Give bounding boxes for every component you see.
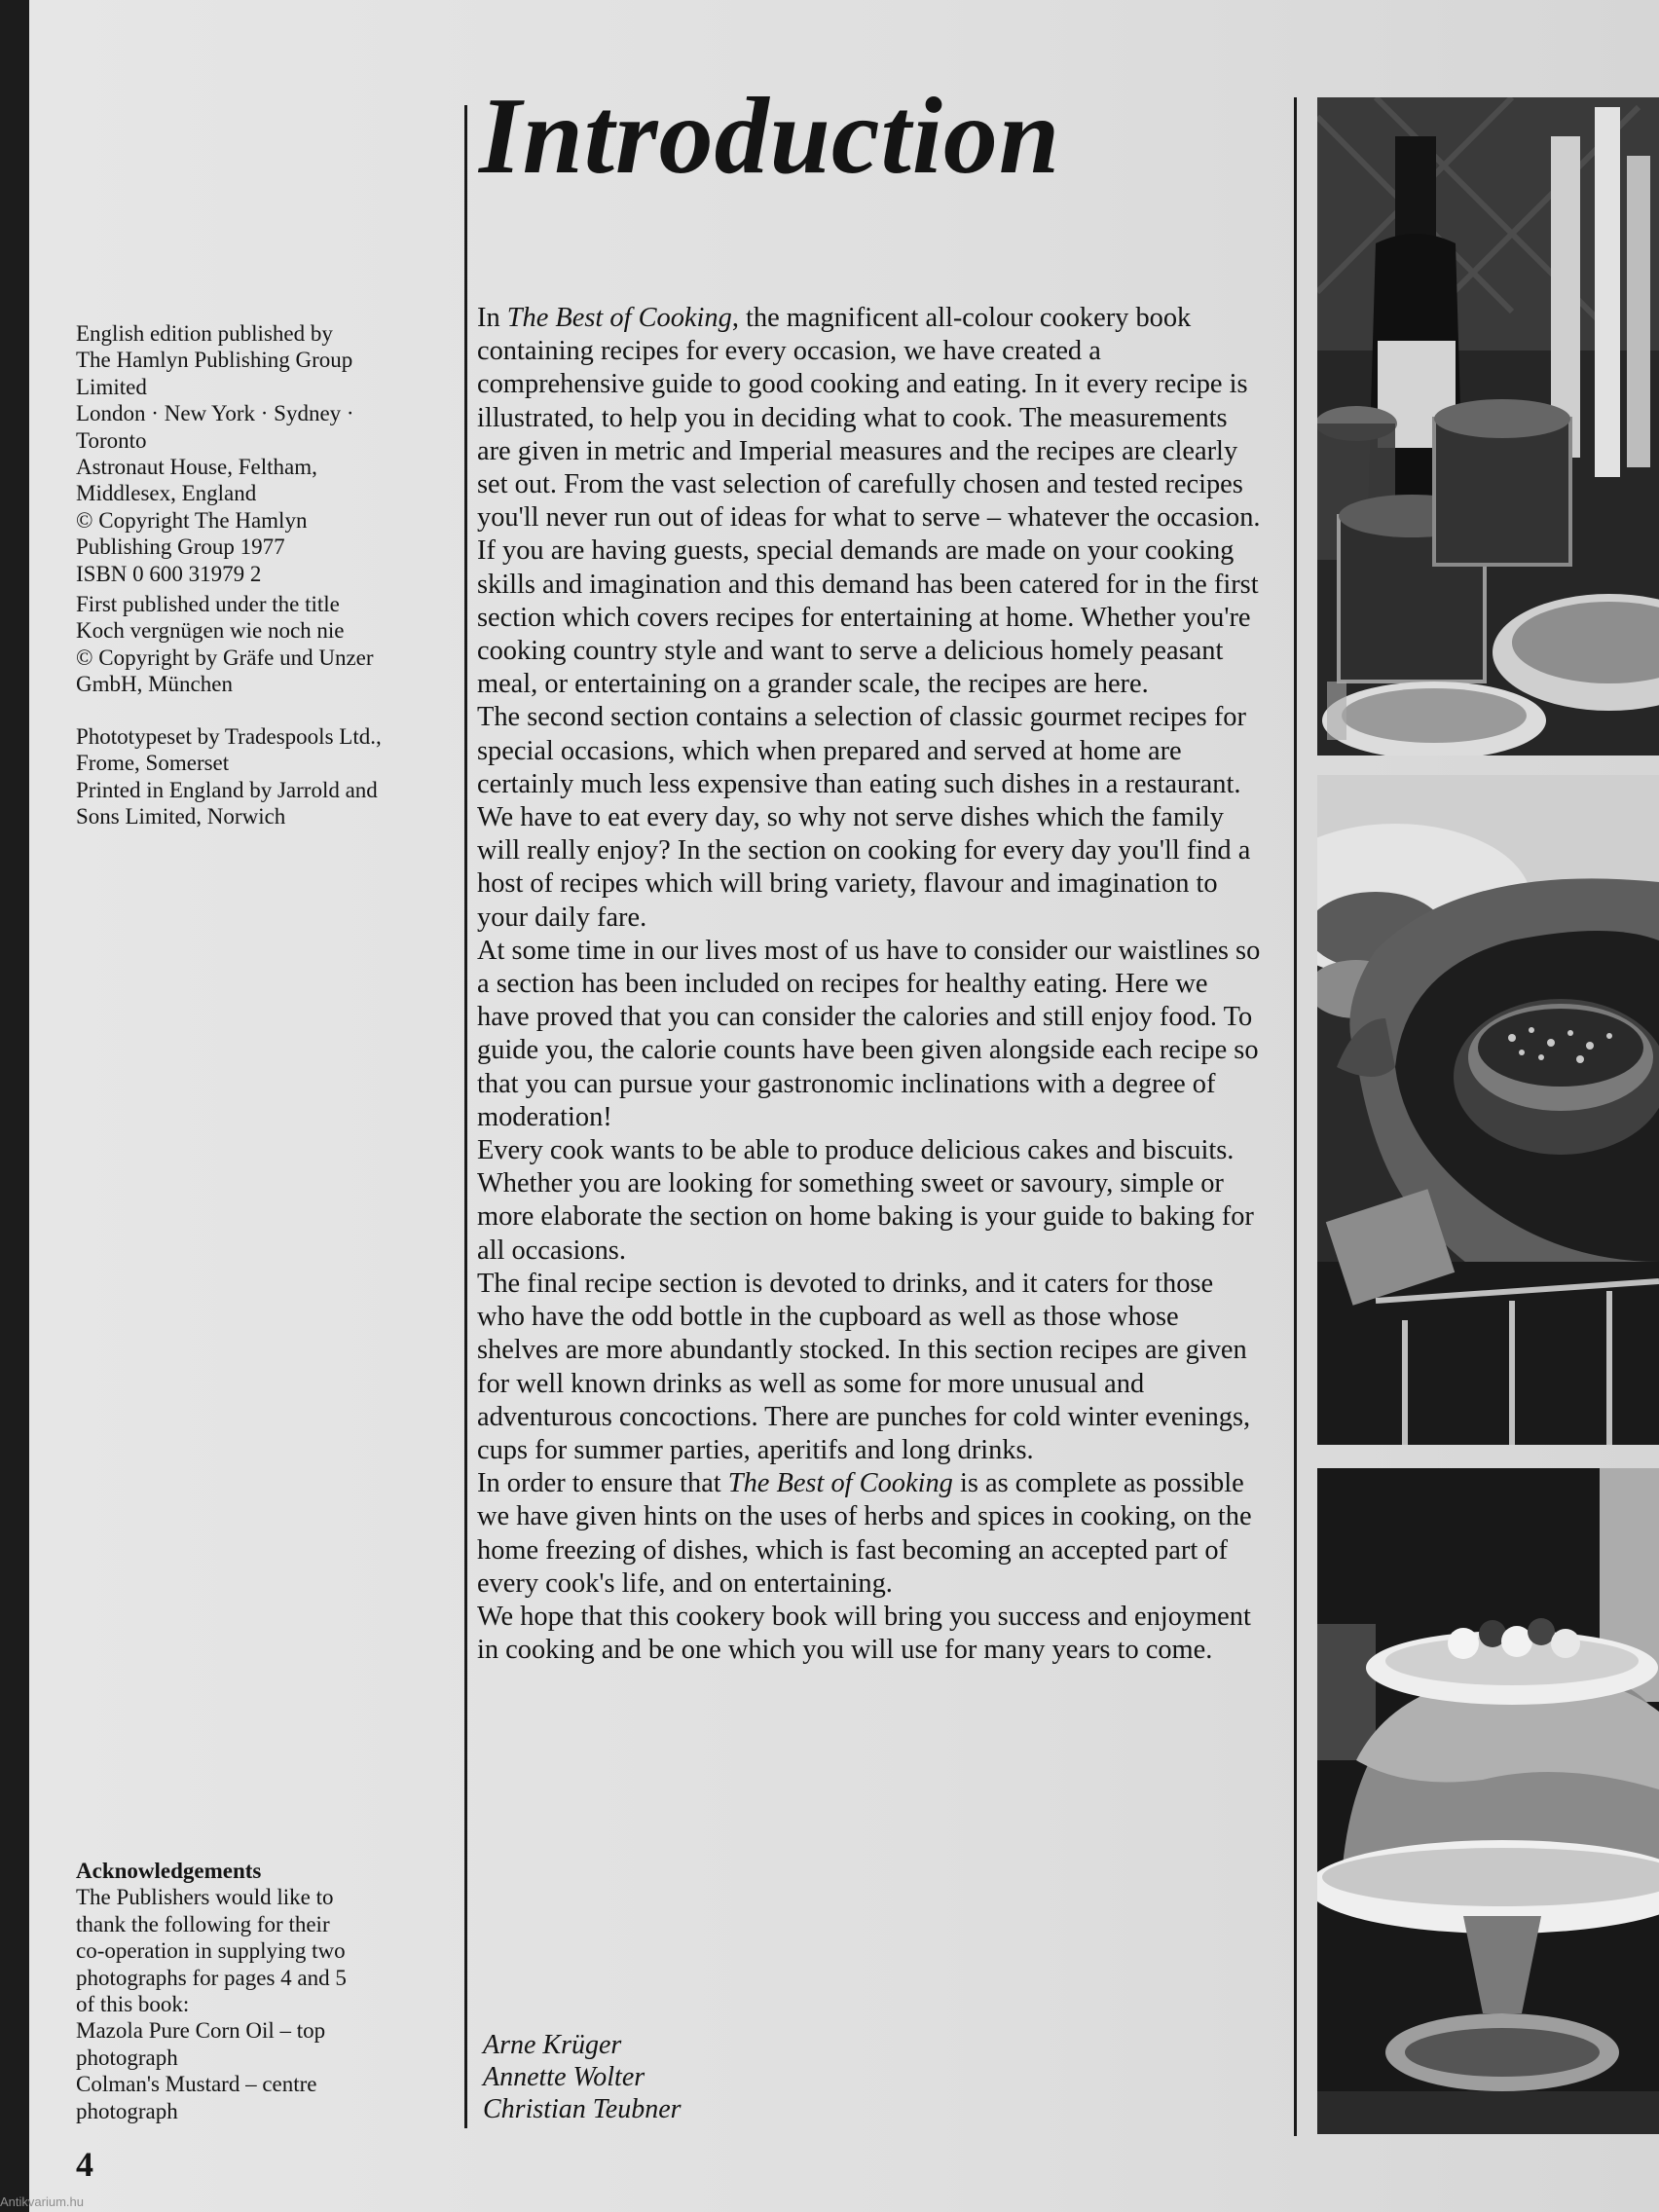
intro-paragraph: The second section contains a selection of classic gourmet recipes for special occasions, which when prepared and served at home are certainly much less expensive than eating such dishes in a restaurant. xyxy=(477,702,1246,799)
intro-paragraph: We have to eat every day, so why not serve dishes which the family will really enjoy? In the section on cooking for every day you'll find a host of recipes which will bring variety, flavour and imagination to your daily fare. xyxy=(477,802,1251,933)
book-title: The Best of Cooking xyxy=(506,303,732,333)
original-edition-line: © Copyright by Gräfe und Unzer xyxy=(76,645,374,670)
introduction-body xyxy=(477,302,1266,1667)
printing-line: Sons Limited, Norwich xyxy=(76,803,286,829)
acknowledgement-line: of this book: xyxy=(76,1992,190,2017)
copyright-line: Publishing Group 1977 xyxy=(76,535,285,560)
acknowledgements-title: Acknowledgements xyxy=(76,1859,262,1883)
photo-cake-stand xyxy=(1317,1468,1659,2134)
watermark: Antikvarium.hu xyxy=(0,2194,84,2209)
fondue-photo-image xyxy=(1317,775,1659,1445)
page-number: 4 xyxy=(76,2145,93,2184)
intro-paragraph xyxy=(477,302,1266,701)
isbn-line: ISBN 0 600 31979 2 xyxy=(76,561,262,586)
column-rule-left xyxy=(464,105,467,2128)
copyright-line: © Copyright The Hamlyn xyxy=(76,507,308,533)
column-rule-right xyxy=(1294,97,1297,2136)
page-binding-edge xyxy=(0,0,29,2212)
page-title: Introduction xyxy=(479,76,1061,197)
cake-photo-image xyxy=(1317,1468,1659,2134)
imprint-line: English edition published by xyxy=(76,321,333,346)
acknowledgement-line: co-operation in supplying two xyxy=(76,1938,346,1964)
photo-fondue-pan xyxy=(1317,775,1659,1445)
acknowledgements-block xyxy=(76,1858,446,2124)
acknowledgement-line: Colman's Mustard – centre xyxy=(76,2072,317,2097)
acknowledgement-line: photograph xyxy=(76,2045,178,2070)
acknowledgement-line: photograph xyxy=(76,2098,178,2123)
printing-line: Frome, Somerset xyxy=(76,751,230,776)
intro-paragraph xyxy=(477,1467,1266,1601)
book-title: The Best of Cooking xyxy=(727,1468,953,1499)
intro-paragraph: Every cook wants to be able to produce delicious cakes and biscuits. Whether you are looking for something sweet or savoury, simple or more elaborate the section on home baking is your guide to baking for all occasions. xyxy=(477,1135,1254,1266)
original-edition-line: GmbH, München xyxy=(76,672,233,697)
imprint-line: Limited xyxy=(76,374,147,399)
intro-text: In xyxy=(477,303,507,333)
author-signatures xyxy=(483,2029,682,2125)
original-edition-line: Koch vergnügen wie noch nie xyxy=(76,618,345,644)
intro-paragraph: The final recipe section is devoted to drinks, and it caters for those who have the odd bottle in the cupboard as well as those whose shelves are more abundantly stocked. In this section recipes are given for well known drinks as well as some for more unusual and adventurous concoctions. There are punches for cold winter evenings, cups for summer parties, aperitifs and long drinks. xyxy=(477,1268,1251,1465)
intro-paragraph: We hope that this cookery book will bring you success and enjoyment in cooking and be one which you will use for many years to come. xyxy=(477,1601,1251,1666)
photo-drinks-table xyxy=(1317,97,1659,756)
author-name: Annette Wolter xyxy=(483,2062,645,2092)
intro-text: is as complete as possible we have given hints on the uses of herbs and spices in cooking, on the home freezing of dishes, which is fast becoming an accepted part of every cook's life, and on entertaining. xyxy=(477,1468,1252,1599)
imprint-line: Toronto xyxy=(76,427,147,453)
acknowledgement-line: thank the following for their xyxy=(76,1911,330,1936)
printing-line: Printed in England by Jarrold and xyxy=(76,777,378,802)
drinks-photo-image xyxy=(1317,97,1659,756)
intro-text: , the magnificent all-colour cookery book containing recipes for every occasion, we have created a comprehensive guide to good cooking and eating. In it every recipe is illustrated, to help you in deciding what to cook. The measurements are given in metric and Imperial measures and the recipes are clearly set out. From the vast selection of carefully chosen and tested recipes you'll never run out of ideas for what to serve – whatever the occasion. If you are having guests, special demands are made on your cooking skills and imagination and this demand has been catered for in the first section which covers recipes for entertaining at home. Whether you're cooking country style and want to serve a delicious homely peasant meal, or entertaining on a grander scale, the recipes are here. xyxy=(477,303,1261,700)
author-name: Arne Krüger xyxy=(483,2030,622,2060)
printing-line: Phototypeset by Tradespools Ltd., xyxy=(76,723,382,749)
imprint-block xyxy=(76,320,446,830)
imprint-line: Astronaut House, Feltham, xyxy=(76,455,317,480)
original-edition-line: First published under the title xyxy=(76,592,340,617)
acknowledgement-line: The Publishers would like to xyxy=(76,1885,334,1910)
intro-paragraph: At some time in our lives most of us have to consider our waistlines so a section has been included on recipes for healthy eating. Here we have proved that you can consider the calories and still enjoy food. To guide you, the calorie counts have been given alongside each recipe so that you can pursue your gastronomic inclinations with a degree of moderation! xyxy=(477,935,1261,1132)
acknowledgement-line: Mazola Pure Corn Oil – top xyxy=(76,2018,326,2044)
intro-text: In order to ensure that xyxy=(477,1468,728,1499)
acknowledgement-line: photographs for pages 4 and 5 xyxy=(76,1965,347,1990)
spacer xyxy=(76,698,446,723)
imprint-line: The Hamlyn Publishing Group xyxy=(76,348,353,373)
imprint-line: Middlesex, England xyxy=(76,481,257,506)
imprint-line: London · New York · Sydney · xyxy=(76,401,354,426)
author-name: Christian Teubner xyxy=(483,2094,682,2124)
